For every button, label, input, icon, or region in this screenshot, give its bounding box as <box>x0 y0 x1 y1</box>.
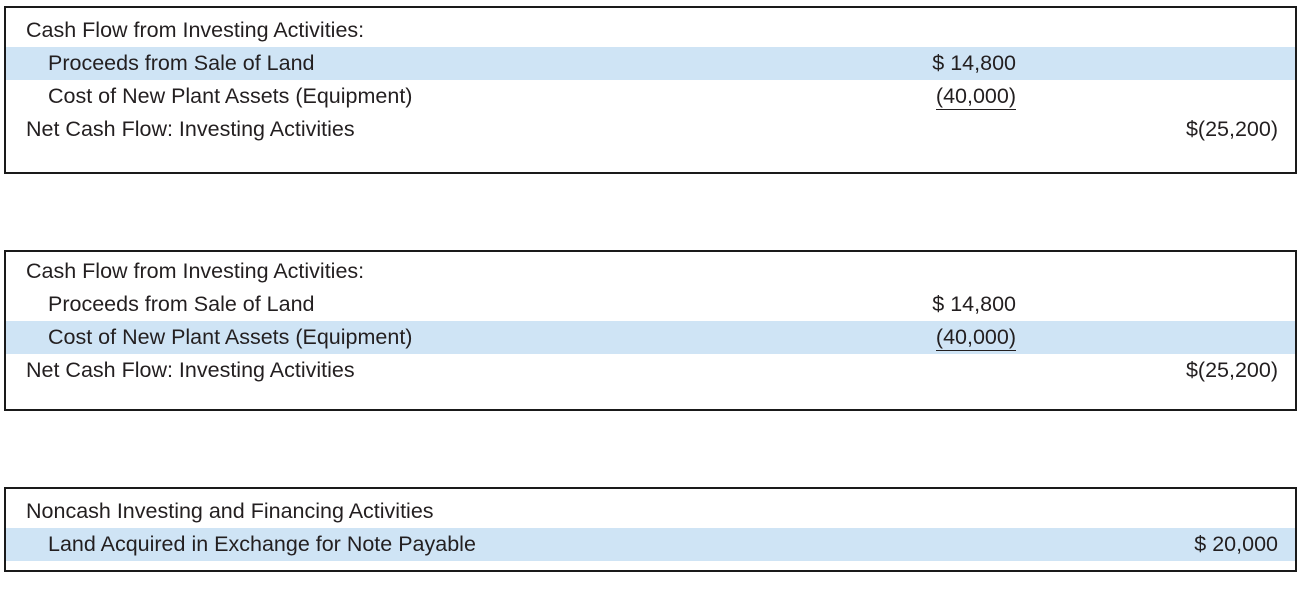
row-amount-primary: $ 14,800 <box>932 292 1016 316</box>
row-label: Proceeds from Sale of Land <box>48 51 315 75</box>
statement-panel-noncash <box>4 487 1297 572</box>
row-amount-underlined: (40,000) <box>935 325 1016 349</box>
statement-panel-investing-highlight-cost <box>4 250 1297 411</box>
row-amount-primary <box>836 84 1016 109</box>
row-label: Noncash Investing and Financing Activities <box>26 499 434 523</box>
row-label: Cash Flow from Investing Activities: <box>26 18 365 42</box>
statement-row <box>6 47 1295 80</box>
row-label: Net Cash Flow: Investing Activities <box>26 117 355 141</box>
row-amount-primary <box>836 325 1016 350</box>
row-amount-total: $(25,200) <box>1185 358 1278 382</box>
statement-row <box>6 354 1295 387</box>
row-label: Cost of New Plant Assets (Equipment) <box>48 84 413 108</box>
statement-row <box>6 113 1295 146</box>
statement-row <box>6 288 1295 321</box>
statement-row <box>6 528 1295 561</box>
row-amount-primary: $ 14,800 <box>932 51 1016 75</box>
statement-row <box>6 321 1295 354</box>
row-label: Cost of New Plant Assets (Equipment) <box>48 325 413 349</box>
row-amount-total: $(25,200) <box>1185 117 1278 141</box>
row-label: Cash Flow from Investing Activities: <box>26 259 365 283</box>
statement-panel-investing-highlight-proceeds <box>4 6 1297 174</box>
row-amount-total: $ 20,000 <box>1194 532 1278 556</box>
row-label: Land Acquired in Exchange for Note Payable <box>48 532 476 556</box>
statement-row <box>6 80 1295 113</box>
row-label: Proceeds from Sale of Land <box>48 292 315 316</box>
row-label: Net Cash Flow: Investing Activities <box>26 358 355 382</box>
statement-row <box>6 255 1295 288</box>
statement-row <box>6 14 1295 47</box>
row-amount-underlined: (40,000) <box>935 84 1016 108</box>
statement-row <box>6 495 1295 528</box>
